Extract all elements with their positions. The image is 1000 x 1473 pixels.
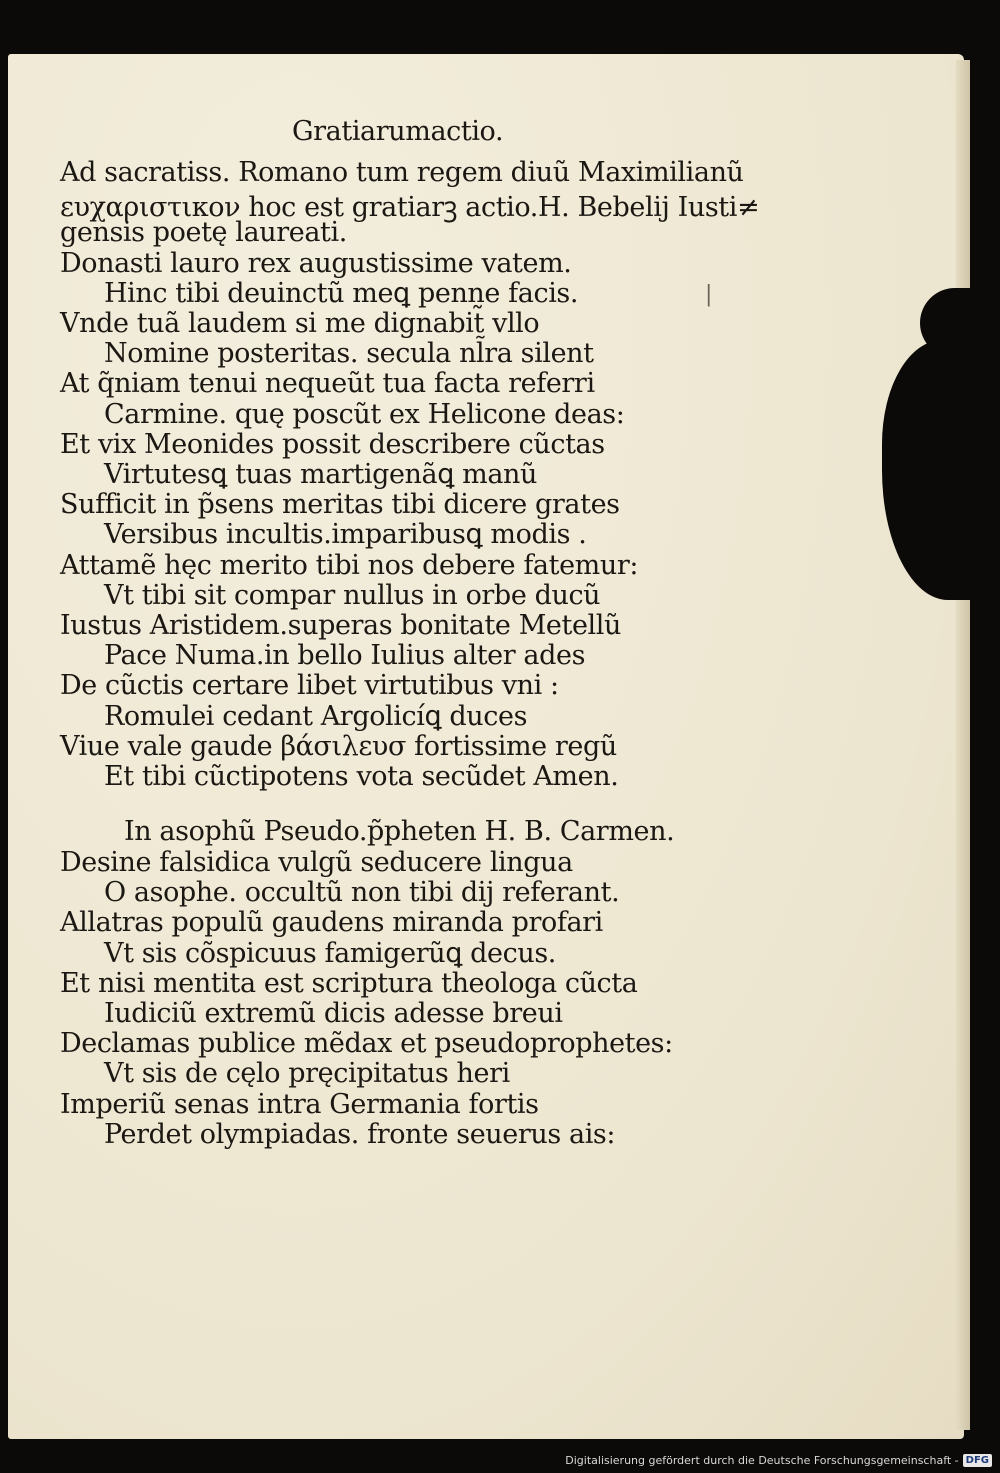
page-edge — [956, 60, 970, 1430]
poem-heading: In asophũ Pseudo.p̃pheten H. B. Carmen. — [124, 816, 675, 847]
verse-line: Carmine. quę poscũt ex Helicone deas: — [104, 398, 625, 430]
verse-line: Hinc tibi deuinctũ meꝗ penne facis. — [104, 277, 579, 309]
verse-line: Vnde tuã laudem si me dignabit̃ vllo — [60, 308, 540, 339]
verse-line: O asophe. occultũ non tibi dij referant. — [104, 877, 620, 909]
verse-line: Viue vale gaude βάσιλευσ fortissime regũ — [60, 730, 617, 762]
verse-line: Vt sis cõspicuus famigerũꝗ decus. — [104, 937, 556, 969]
verse-line: Ad sacratiss. Romano tum regem diuũ Maximilianũ — [60, 157, 744, 188]
verse-line: gensis poetę laureati. — [60, 217, 347, 249]
page-title: Gratiarumactio. — [292, 116, 504, 147]
verse-line: Romulei cedant Argolicíꝗ duces — [104, 700, 528, 732]
verse-line: Attamẽ hęc merito tibi nos debere fatemur: — [60, 549, 639, 581]
verse-line: Pace Numa.in bello Iulius alter ades — [104, 640, 586, 672]
verse-line: Declamas publice mẽdax et pseudoprophetes: — [60, 1028, 673, 1060]
verse-line: At q̃niam tenui nequeũt tua facta referri — [60, 368, 595, 400]
verse-line: Versibus incultis.imparibusꝗ modis . — [104, 519, 587, 551]
verse-line: Vt sis de cęlo pręcipitatus heri — [104, 1058, 510, 1090]
dfg-logo: DFG — [963, 1454, 992, 1467]
verse-line: Et tibi cũctipotens vota secũdet Amen. — [104, 761, 619, 792]
verse-line: Et vix Meonides possit describere cũctas — [60, 428, 605, 460]
verse-line: Et nisi mentita est scriptura theologa cũcta — [60, 967, 638, 999]
verse-line: Imperiũ senas intra Germania fortis — [60, 1088, 539, 1120]
verse-line: Nomine posteritas. secula nl̃ra silent — [104, 338, 594, 370]
footer-text: Digitalisierung gefördert durch die Deutsche Forschungsgemeinschaft - — [565, 1454, 959, 1467]
verse-line: Sufficit in p̃sens meritas tibi dicere grates — [60, 489, 620, 521]
verse-line: Desine falsidica vulgũ seducere lingua — [60, 847, 573, 878]
verse-line: Iustus Aristidem.superas bonitate Metellũ — [60, 610, 622, 641]
margin-mark: | — [705, 282, 713, 307]
verse-line: Allatras populũ gaudens miranda profari — [60, 907, 603, 939]
verse-line: Perdet olympiadas. fronte seuerus ais: — [104, 1118, 616, 1150]
verse-line: Donasti lauro rex augustissime vatem. — [60, 247, 572, 279]
verse-line: Vt tibi sit compar nullus in orbe ducũ — [104, 579, 601, 611]
verse-line: Virtutesꝗ tuas martigenãꝗ manũ — [104, 459, 538, 490]
footer-credit — [565, 1454, 992, 1467]
verse-line: ευχαριστικον hoc est gratiarꝫ actio.H. Bebelij Iusti≠ — [60, 192, 760, 224]
verse-line: De cũctis certare libet virtutibus vni : — [60, 670, 559, 702]
verse-line: Iudiciũ extremũ dicis adesse breui — [104, 998, 563, 1029]
